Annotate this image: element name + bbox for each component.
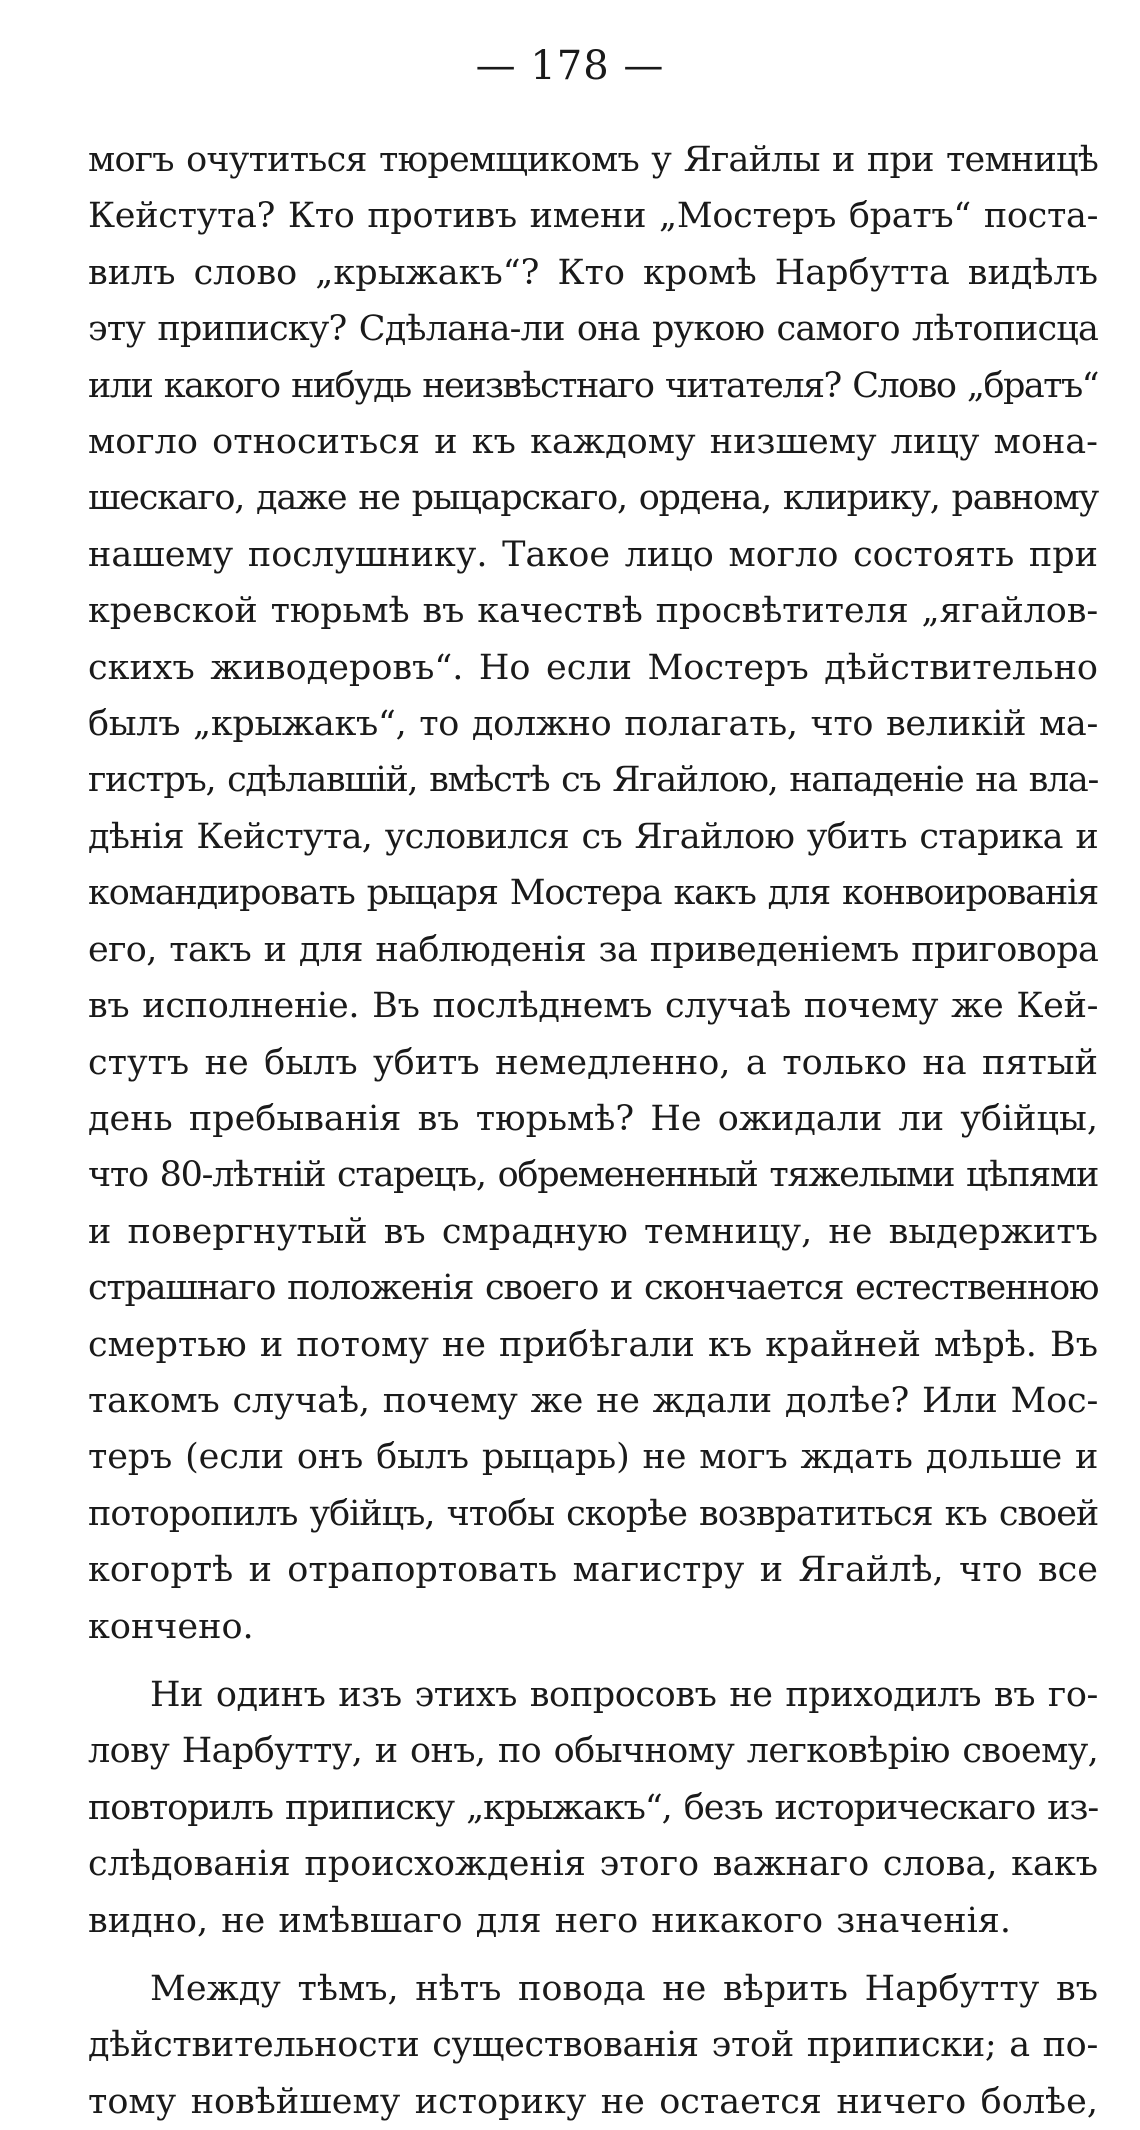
text-line: повторилъ приписку „крыжакъ“, безъ историческаго из-: [88, 1787, 1099, 1828]
text-line: такомъ случаѣ, почему же не ждали долѣе? Или Мос-: [88, 1380, 1099, 1421]
text-line: или какого нибудь неизвѣстнаго читателя? Слово „братъ“: [88, 365, 1098, 406]
text-line: день пребыванія въ тюрьмѣ? Не ожидали ли убійцы,: [88, 1098, 1098, 1139]
text-line: его, такъ и для наблюденія за приведеніемъ приговора: [88, 929, 1099, 970]
page-text: [88, 132, 1098, 2130]
text-line: могъ очутиться тюремщикомъ у Ягайлы и при темницѣ: [88, 140, 1099, 180]
text-line: вилъ слово „крыжакъ“? Кто кромѣ Нарбутта видѣлъ: [88, 252, 1098, 293]
paragraph: [88, 132, 1098, 1655]
text-line: слѣдованія происхожденія этого важнаго слова, какъ: [88, 1844, 1098, 1885]
text-line: Между тѣмъ, нѣтъ повода не вѣрить Нарбутту въ: [150, 1969, 1098, 2009]
text-line: лову Нарбутту, и онъ, по обычному легковѣрію своему,: [88, 1731, 1099, 1772]
paragraph-gap: [88, 1655, 1098, 1667]
text-line: скихъ живодеровъ“. Но если Мостеръ дѣйствительно: [88, 647, 1098, 688]
text-line: нашему послушнику. Такое лицо могло состоять при: [88, 534, 1098, 575]
text-line: кревской тюрьмѣ въ качествѣ просвѣтителя „ягайлов-: [88, 591, 1099, 632]
paragraph: [88, 1961, 1098, 2130]
text-line: дѣйствительности существованія этой приписки; а по-: [88, 2025, 1099, 2066]
text-line: командировать рыцаря Мостера какъ для конвоированія: [88, 873, 1098, 914]
text-line: страшнаго положенія своего и скончается естественною: [88, 1268, 1099, 1309]
text-line: Ни одинъ изъ этихъ вопросовъ не приходилъ въ го-: [150, 1674, 1098, 1715]
text-line: Кейстута? Кто противъ имени „Мостеръ братъ“ поста-: [88, 196, 1099, 237]
text-line: стутъ не былъ убитъ немедленно, а только на пятый: [88, 1042, 1098, 1083]
text-line: кончено.: [88, 1606, 254, 1647]
text-line: дѣнія Кейстута, условился съ Ягайлою убить старика и: [88, 816, 1098, 857]
text-line: поторопилъ убійцъ, чтобы скорѣе возвратиться къ своей: [88, 1493, 1099, 1534]
text-line: теръ (если онъ былъ рыцарь) не могъ ждать дольше и: [88, 1437, 1099, 1478]
text-line: смертью и потому не прибѣгали къ крайней мѣрѣ. Въ: [88, 1324, 1098, 1365]
text-line: видно, не имѣвшаго для него никакого значенія.: [88, 1900, 1012, 1941]
text-line: когортѣ и отрапортовать магистру и Ягайлѣ, что все: [88, 1550, 1098, 1591]
text-line: могло относиться и къ каждому низшему лицу мона-: [88, 422, 1098, 463]
text-line: и повергнутый въ смрадную темницу, не выдержитъ: [88, 1211, 1098, 1252]
text-line: гистръ, сдѣлавшій, вмѣстѣ съ Ягайлою, нападеніе на вла-: [88, 760, 1098, 801]
text-line: что 80-лѣтній старецъ, обремененный тяжелыми цѣпями: [88, 1155, 1098, 1196]
paragraph-gap: [88, 1949, 1098, 1961]
page-number: — 178 —: [475, 43, 665, 89]
text-line: эту приписку? Сдѣлана-ли она рукою самого лѣтописца: [88, 309, 1098, 350]
text-line: тому новѣйшему историку не остается ничего болѣе,: [88, 2081, 1098, 2122]
paragraph: [88, 1667, 1098, 1949]
text-line: въ исполненіе. Въ послѣднемъ случаѣ почему же Кей-: [88, 986, 1099, 1027]
text-line: былъ „крыжакъ“, то должно полагать, что великій ма-: [88, 704, 1098, 745]
text-line: шескаго, даже не рыцарскаго, ордена, клирику, равному: [88, 478, 1098, 519]
